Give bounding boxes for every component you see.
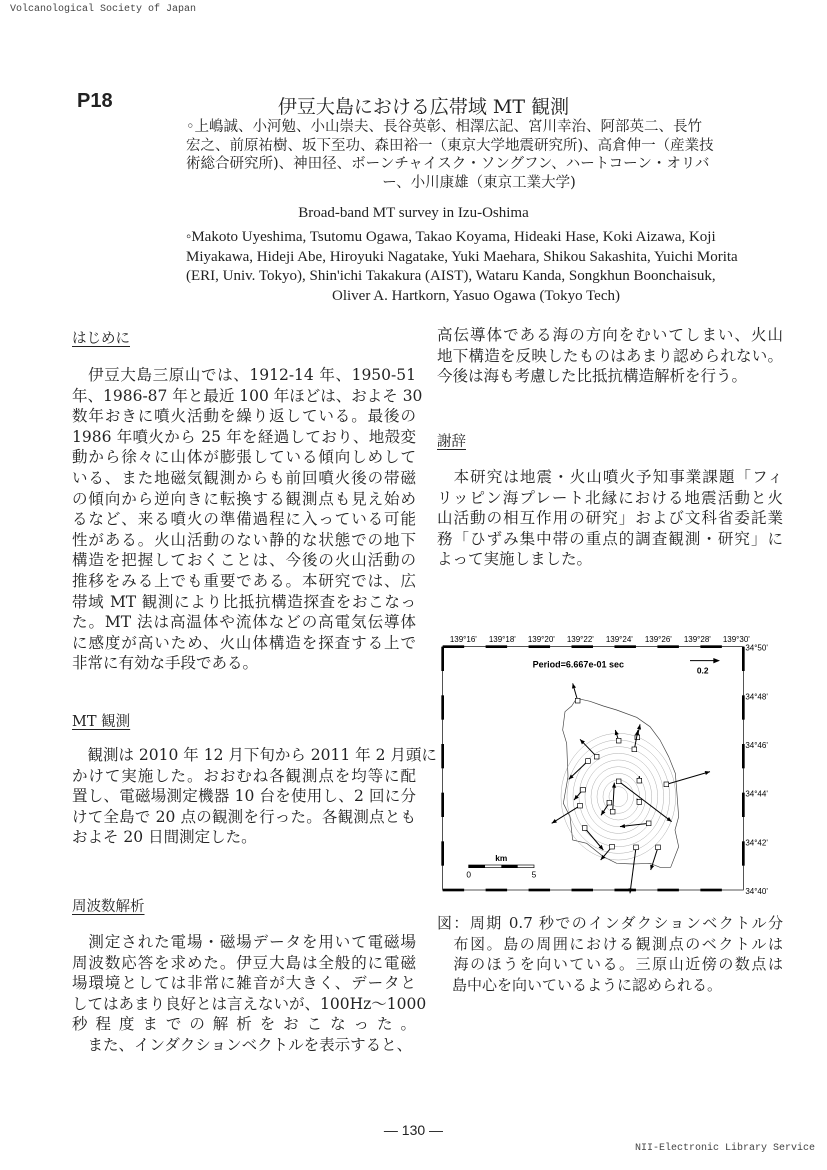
- lat-tick-label: 34°44': [745, 789, 768, 799]
- border-segment: [742, 744, 745, 768]
- border-segment: [614, 889, 635, 892]
- authors-ja: [186, 118, 772, 192]
- page-number: — 130 —: [383, 1122, 444, 1138]
- heading-freq: 周波数解析: [72, 899, 145, 915]
- text-line: 推移をみる上でも重要である。本研究では、広: [72, 571, 416, 590]
- text-line: た。MT 法は高温体や流体などの高電気伝導体: [72, 613, 416, 632]
- vector-arrow-head: [650, 865, 654, 870]
- station-marker: [646, 821, 651, 826]
- km-label: km: [495, 853, 508, 863]
- station-marker: [616, 779, 621, 784]
- station-marker: [586, 759, 591, 764]
- station-marker: [664, 782, 669, 787]
- km-tick-5: 5: [531, 869, 537, 880]
- border-segment: [742, 695, 745, 719]
- vector-arrow-head: [637, 724, 641, 729]
- text-line: 帯域 MT 観測により比抵抗構造探査をおこなっ: [72, 592, 416, 611]
- induction-vector-map: [430, 630, 770, 900]
- lon-tick-label: 139°22': [566, 635, 594, 644]
- authors-ja-line: ◦上嶋誠、小河勉、小山崇夫、長谷英彰、相澤広記、宮川幸治、阿部英二、長竹: [186, 119, 703, 135]
- vector-arrow-head: [615, 730, 619, 735]
- caption-line: 海のほうを向いている。三原山近傍の数点は: [437, 955, 783, 974]
- authors-ja-line: 宏之、前原祐樹、坂下至功、森田裕一（東京大学地震研究所)、高倉伸一（産業技: [186, 137, 714, 154]
- lon-tick-label: 139°20': [527, 635, 555, 644]
- border-segment: [657, 645, 678, 648]
- station-marker: [575, 698, 580, 703]
- text-line: の傾向から逆向きに転換する観測点も見え始め: [72, 489, 416, 508]
- station-marker: [610, 844, 615, 849]
- contour-line: [585, 760, 652, 833]
- ack-body: [437, 467, 783, 570]
- heading-intro: はじめに: [72, 331, 130, 347]
- border-segment: [529, 889, 550, 892]
- text-line: 地下構造を反映したものはあまり認められない。: [437, 346, 783, 365]
- paper-id: P18: [77, 90, 113, 112]
- border-segment: [742, 647, 745, 671]
- text-line: かけて実施した。おおむね各観測点を均等に配: [72, 766, 416, 785]
- society-header: Volcanological Society of Japan: [10, 4, 197, 15]
- lon-tick-label: 139°30': [722, 635, 750, 644]
- border-segment: [614, 645, 635, 648]
- border-segment: [441, 695, 444, 719]
- station-marker: [656, 845, 661, 850]
- border-segment: [443, 889, 464, 892]
- text-line: 場環境としては非常に雑音が大きく、データと: [72, 974, 416, 993]
- lat-tick-label: 34°46': [745, 741, 768, 750]
- station-marker: [610, 809, 615, 814]
- text-line: 性がある。火山活動のない静的な状態での地下: [72, 530, 416, 549]
- text-line: 測定された電場・磁場データを用いて電磁場: [72, 933, 416, 951]
- period-label: Period=6.667e-01 sec: [532, 659, 624, 670]
- station-marker: [582, 826, 587, 831]
- border-segment: [700, 889, 721, 892]
- figure-caption: [437, 913, 783, 995]
- caption-line: 島中心を向いているように認められる。: [437, 975, 723, 994]
- authors-en-line: Oliver A. Hartkorn, Yasuo Ogawa (Tokyo Tech): [332, 287, 620, 304]
- contour-line: [567, 740, 670, 853]
- text-line: また、インダクションベクトルを表示すると、: [72, 1035, 413, 1054]
- border-segment: [742, 793, 745, 817]
- intro-body: [72, 365, 423, 674]
- text-line: 非常に有効な手段である。: [72, 654, 259, 673]
- text-line: るなど、来る噴火の準備過程に入っている可能: [72, 510, 416, 529]
- lat-tick-label: 34°40': [745, 887, 768, 896]
- text-line: 今後は海も考慮した比抵抗構造解析を行う。: [437, 367, 748, 386]
- border-segment: [441, 841, 444, 865]
- border-segment: [572, 645, 593, 648]
- station-marker: [634, 845, 639, 850]
- text-line: 置し、電磁場測定機器 10 台を使用し、2 回に分: [72, 787, 416, 806]
- station-marker: [578, 803, 583, 808]
- border-segment: [572, 889, 593, 892]
- border-segment: [700, 645, 721, 648]
- lat-tick-label: 34°42': [745, 838, 768, 848]
- station-marker: [594, 754, 599, 759]
- authors-en-line: ◦Makoto Uyeshima, Tsutomu Ogawa, Takao Koyama, Hideaki Hase, Koki Aizawa, Koji: [186, 229, 716, 245]
- title-ja: [0, 92, 827, 119]
- heading-ack: 謝辞: [437, 434, 466, 450]
- station-marker: [632, 747, 637, 752]
- text-line: およそ 20 日間測定した。: [72, 828, 257, 847]
- border-segment: [742, 841, 745, 865]
- caption-line: 布図。島の周囲における観測点のベクトルは: [437, 934, 783, 953]
- vector-arrow-head: [705, 771, 710, 775]
- text-line: 1986 年噴火から 25 年を経過しており、地殻変: [72, 427, 416, 446]
- text-line: 構造を把握しておくことは、今後の火山活動の: [72, 551, 416, 570]
- mt-body: [72, 745, 437, 848]
- text-line: 観測は 2010 年 12 月下旬から 2011 年 2 月頭に: [72, 746, 437, 764]
- km-tick-0: 0: [466, 869, 471, 880]
- vector-arrow-head: [552, 819, 557, 823]
- km-scale-segment: [501, 865, 517, 868]
- scale-arrow-head: [713, 658, 720, 663]
- border-segment: [529, 645, 550, 648]
- text-line: 動から徐々に山体が膨張している傾向しめして: [72, 448, 416, 467]
- text-line: 年、1986-87 年と最近 100 年ほどは、およそ 30: [72, 386, 423, 405]
- text-line: 周波数応答を求めた。伊豆大島は全般的に電磁: [72, 953, 416, 972]
- km-scale-segment: [469, 865, 485, 868]
- freq-body: [72, 932, 427, 1056]
- text-line: 高伝導体である海の方向をむいてしまい、火山: [437, 326, 783, 344]
- vector-arrow-head: [612, 783, 616, 788]
- border-segment: [441, 647, 444, 671]
- border-segment: [486, 645, 507, 648]
- lon-tick-label: 139°18': [488, 635, 516, 644]
- vector-arrow: [630, 847, 636, 893]
- lat-tick-label: 34°48': [745, 692, 768, 702]
- text-line: 数年おきに噴火活動を繰り返している。最後の: [72, 407, 416, 426]
- cont-body: [437, 325, 783, 387]
- border-segment: [441, 793, 444, 817]
- contour-line: [603, 780, 634, 813]
- text-line: よって実施しました。: [437, 550, 593, 569]
- title-ja-text: 伊豆大島における広帯域 MT 観測: [277, 96, 570, 118]
- station-marker: [607, 800, 612, 805]
- library-footer: NII-Electronic Library Service: [634, 1143, 815, 1154]
- text-line: けて全島で 20 点の観測を行った。各観測点とも: [72, 807, 416, 826]
- text-line: 伊豆大島三原山では、1912-14 年、1950-51: [72, 366, 416, 384]
- authors-en-line: (ERI, Univ. Tokyo), Shin'ichi Takakura (AIST), Wataru Kanda, Songkhun Boonchaisuk,: [186, 268, 716, 284]
- border-segment: [486, 889, 507, 892]
- station-marker: [637, 800, 642, 805]
- border-segment: [441, 744, 444, 768]
- authors-ja-line: 術総合研究所)、神田径、ボーンチャイスク・ソングフン、ハートコーン・オリバ: [186, 156, 710, 172]
- station-marker: [581, 787, 586, 792]
- lon-tick-label: 139°24': [605, 635, 633, 644]
- text-line: リッピン海プレート北縁における地震活動と火: [437, 488, 783, 507]
- authors-en: [186, 228, 766, 306]
- text-line: 山活動の相互作用の研究」および文科省委託業: [437, 509, 783, 528]
- induction-vectors: [552, 683, 710, 893]
- text-line: してはあまり良好とは言えないが、100Hz～1000: [72, 994, 427, 1013]
- text-line: 務「ひずみ集中帯の重点的調査観測・研究」に: [437, 529, 783, 548]
- title-en: Broad-band MT survey in Izu-Oshima: [298, 205, 529, 221]
- text-line: に感度が高いため、火山体構造を探査する上で: [72, 633, 416, 652]
- authors-en-line: Miyakawa, Hideji Abe, Hiroyuki Nagatake, Yuki Maehara, Shikou Sakashita, Yuichi Morita: [186, 248, 738, 265]
- border-segment: [443, 645, 464, 648]
- station-marker: [616, 738, 621, 743]
- border-segment: [657, 889, 678, 892]
- text-line: 秒程度までの解析をおこなった。: [72, 1015, 416, 1034]
- lat-tick-label: 34°50': [745, 643, 768, 653]
- lon-tick-label: 139°26': [644, 635, 672, 644]
- vector-arrow: [666, 772, 710, 785]
- contour-line: [579, 753, 658, 840]
- contour-line: [591, 767, 646, 827]
- lon-tick-label: 139°28': [683, 635, 711, 644]
- text-line: いる、また地磁気観測からも前回噴火後の帯磁: [72, 468, 416, 487]
- heading-mt: MT 観測: [72, 714, 131, 730]
- lon-tick-label: 139°16': [449, 635, 477, 644]
- authors-ja-line: ー、小川康雄（東京工業大学): [382, 174, 576, 191]
- scale-arrow-label: 0.2: [696, 665, 709, 676]
- map-frame: [441, 635, 768, 896]
- caption-line: 図：周期 0.7 秒でのインダクションベクトル分: [437, 914, 783, 932]
- vector-arrow-head: [572, 683, 576, 688]
- text-line: 本研究は地震・火山噴火予知事業課題「フィ: [437, 468, 783, 486]
- station-marker: [637, 778, 642, 783]
